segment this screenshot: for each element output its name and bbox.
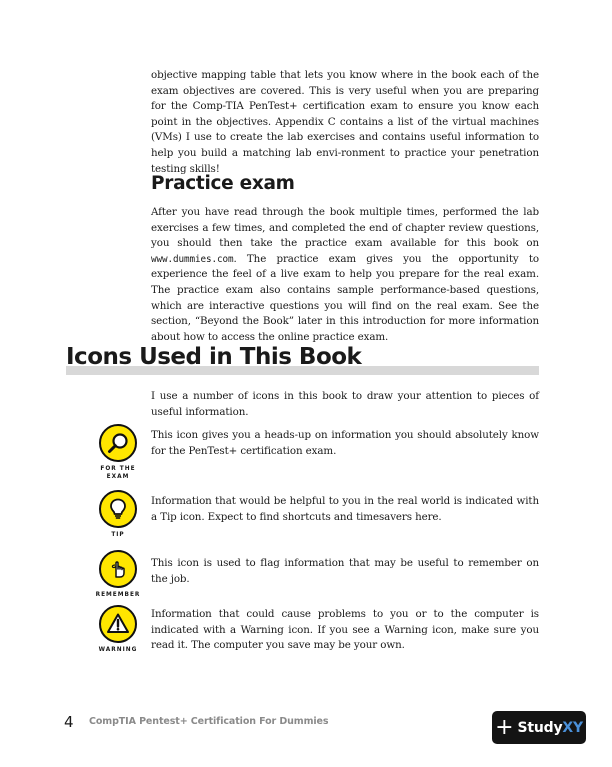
icon-label-remember: REMEMBER (95, 592, 141, 598)
icons-section-heading: Icons Used in This Book (66, 344, 362, 370)
icon-text-remember: This icon is used to flag information that may be useful to remember on the job. (151, 557, 539, 585)
icons-intro-paragraph: I use a number of icons in this book to draw your attention to pieces of useful information. (151, 390, 539, 418)
page-number: 4 (64, 713, 74, 731)
icon-label-tip: TIP (111, 532, 125, 538)
practice-text-after-url: . The practice exam gives you the opportunity to experience the feel of a live exam to help you prepare for the real exam. The practice exam also contains sample performance-based questions, which are interactive questions you will find on the real exam. See the section, “Beyond the Book” later in this introduction for more information about how to access the online practice exam. (151, 252, 539, 343)
icon-label-for-the-exam: FOR THE EXAM (100, 466, 136, 480)
finger-string-icon (99, 550, 137, 588)
icon-badge-warning (95, 605, 141, 655)
logo-plus-icon: + (495, 714, 514, 740)
icon-label-warning: WARNING (98, 647, 138, 653)
icon-badge-for-the-exam (95, 424, 141, 481)
warning-triangle-icon (99, 605, 137, 643)
icon-badge-tip (95, 490, 141, 540)
magnifier-icon (99, 424, 137, 462)
lightbulb-icon (99, 490, 137, 528)
icon-badge-remember (95, 550, 141, 600)
logo-accent-text: XY (562, 719, 583, 736)
logo-wordmark (518, 720, 583, 736)
icon-text-warning: Information that could cause problems to you or to the computer is indicated with a Warning icon. If you see a Warning icon, make sure you read it. The computer you save may be your own. (151, 608, 539, 652)
icons-section-header (66, 344, 539, 376)
practice-exam-heading: Practice exam (151, 173, 295, 194)
dummies-url-link[interactable]: www.dummies.com (151, 253, 234, 265)
logo-primary-text: Study (517, 719, 563, 736)
practice-text-before-url: After you have read through the book multiple times, performed the lab exercises a few times, and completed the end of chapter review questions, you should then take the practice exam available for this book on (151, 206, 539, 250)
practice-exam-paragraph (151, 205, 539, 345)
footer-book-title: CompTIA Pentest+ Certification For Dummies (89, 716, 329, 727)
icon-text-tip: Information that would be helpful to you in the real world is indicated with a Tip icon. Expect to find shortcuts and timesavers here. (151, 495, 539, 523)
studyxy-logo (492, 711, 586, 744)
icon-text-for-the-exam: This icon gives you a heads-up on information you should absolutely know for the PenTest+ certification exam. (151, 429, 539, 457)
intro-paragraph: objective mapping table that lets you know where in the book each of the exam objectives are covered. This is very useful when you are preparing for the Comp-TIA PenTest+ certification exam to ensure you know each point in the objectives. Appendix C contains a list of the virtual machines (VMs) I use to create the lab exercises and contains useful information to help you build a matching lab envi-ronment to practice your penetration testing skills! (151, 69, 539, 175)
